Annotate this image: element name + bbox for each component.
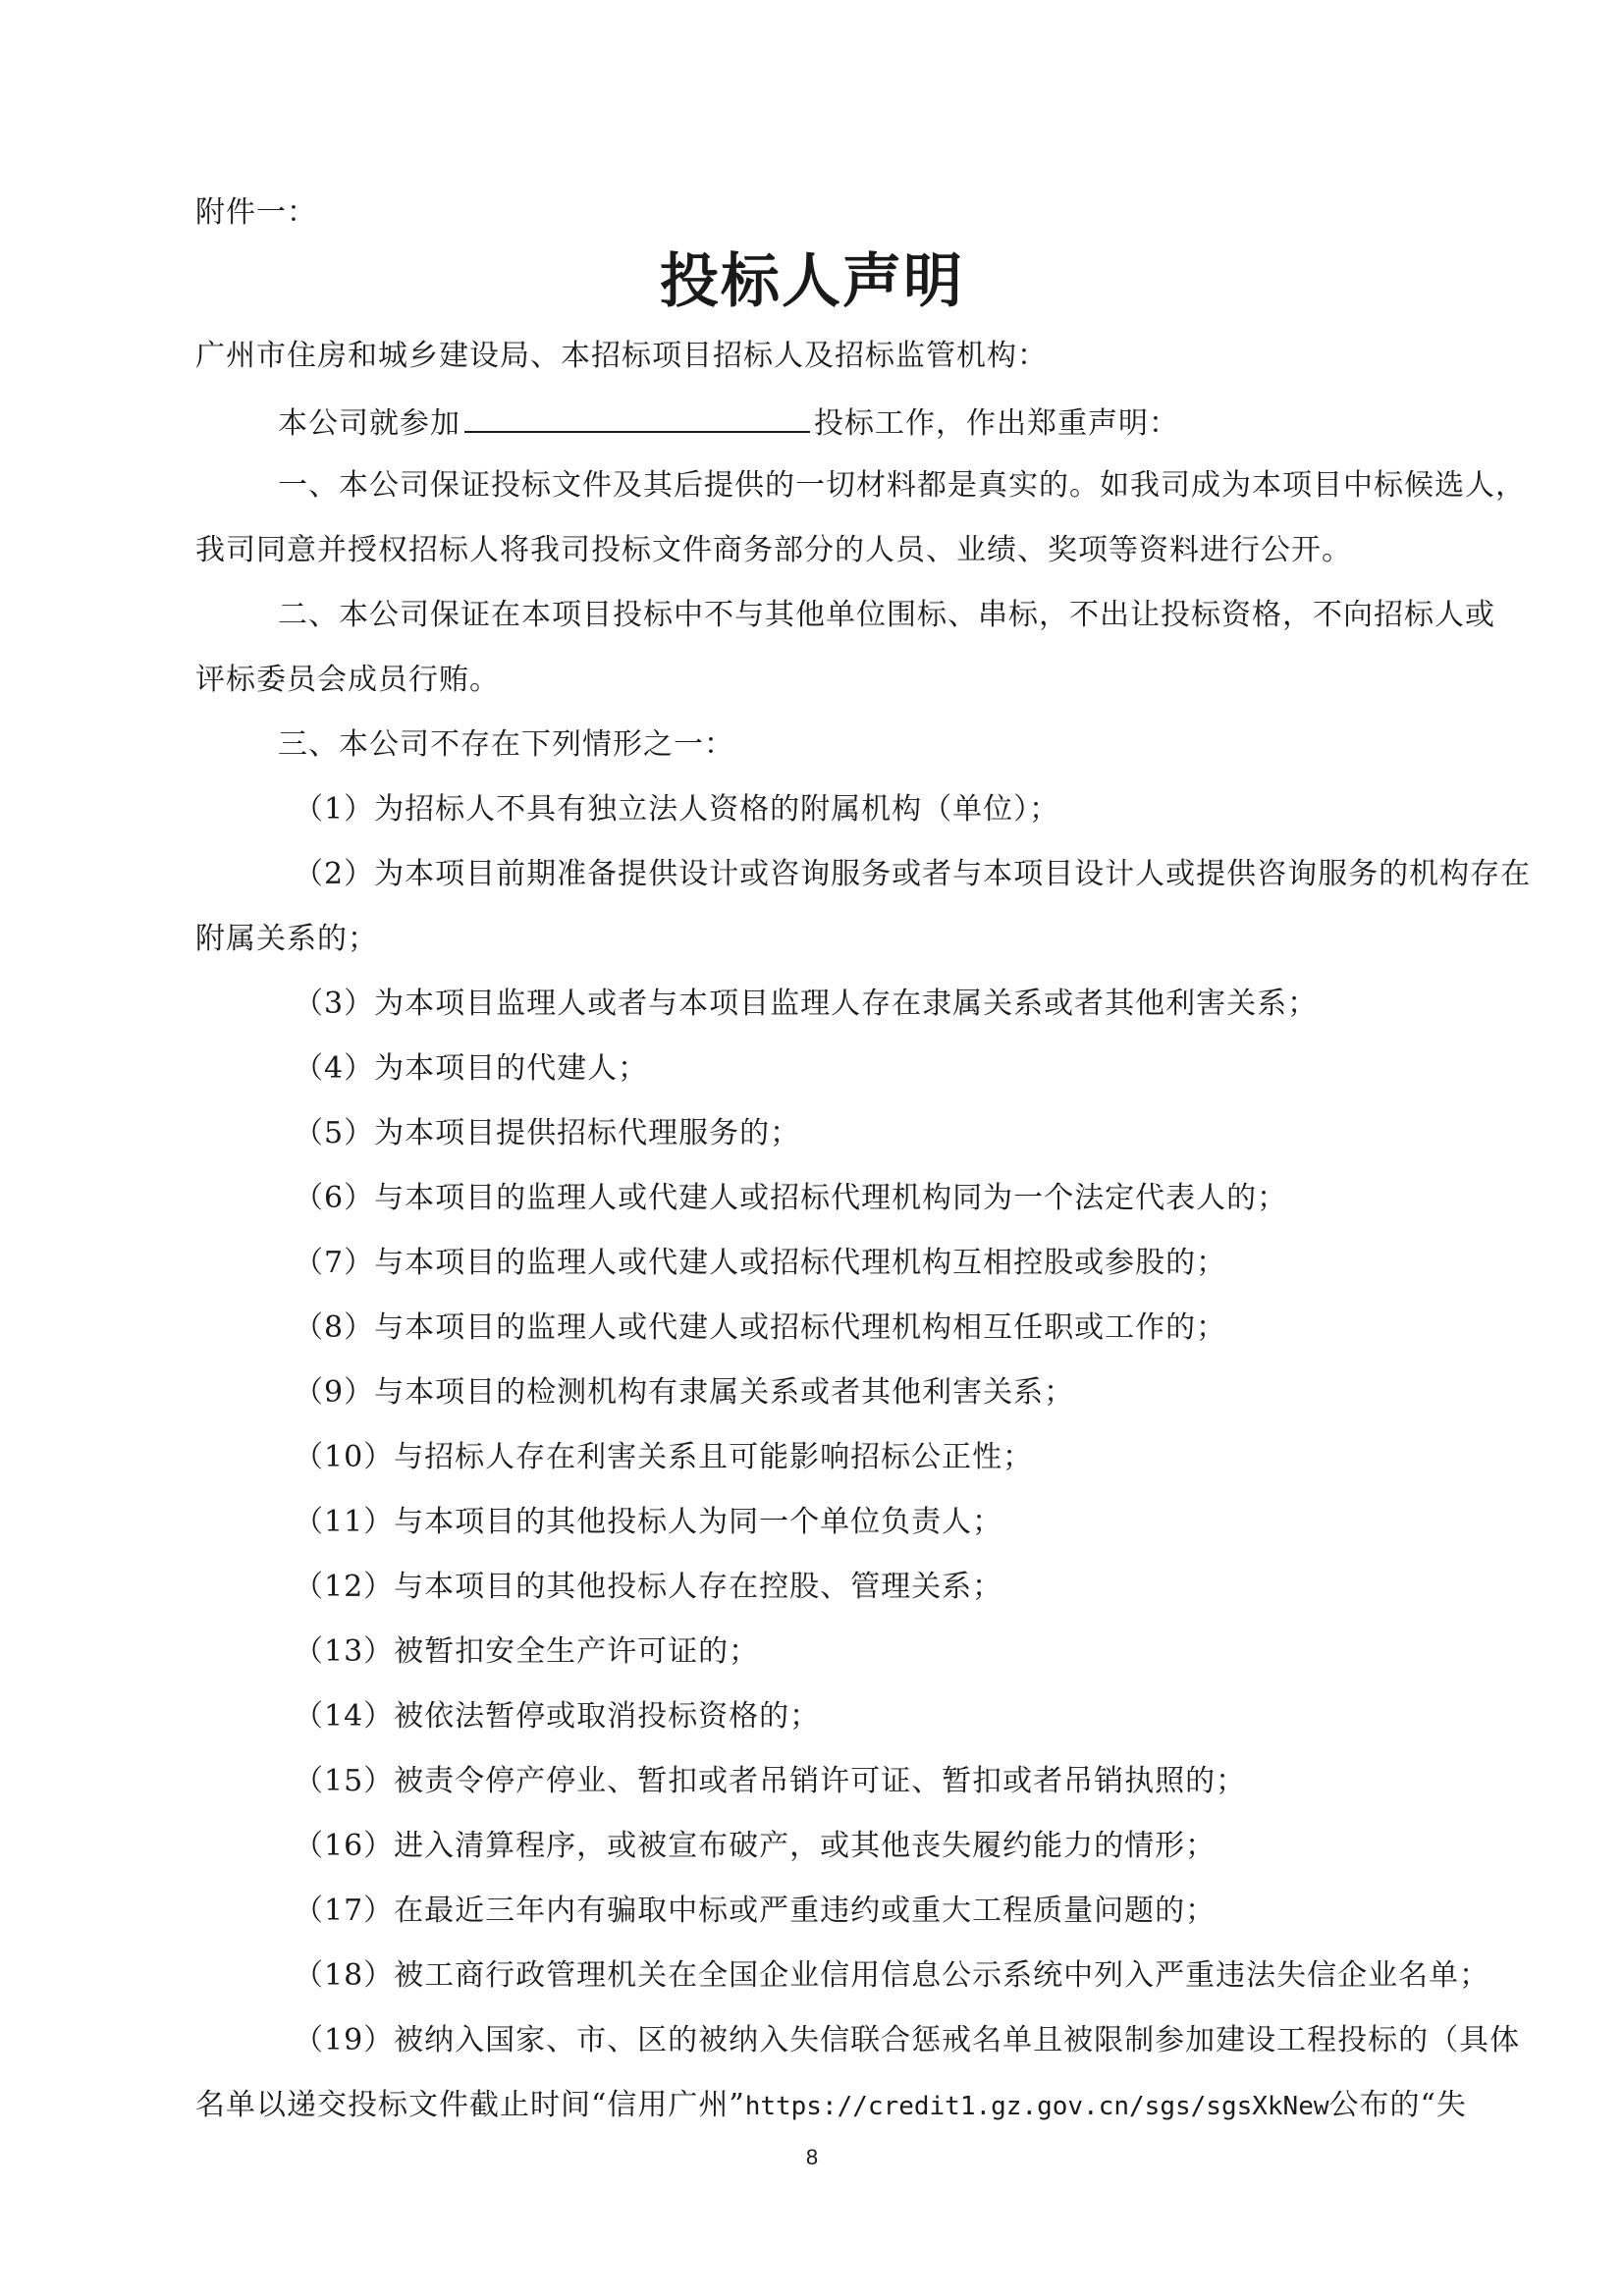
project-name-blank (464, 401, 810, 433)
list-item: （14）被依法暂停或取消投标资格的； (294, 1699, 821, 1734)
intro-prefix: 本公司就参加 (278, 406, 460, 441)
list-item: （16）进入清算程序，或被宣布破产，或其他丧失履约能力的情形； (294, 1829, 1217, 1863)
addressee: 广州市住房和城乡建设局、本招标项目招标人及招标监管机构： (195, 339, 1048, 373)
list-item: （18）被工商行政管理机关在全国企业信用信息公示系统中列入严重违法失信企业名单； (294, 1958, 1490, 1993)
list-item: （17）在最近三年内有骗取中标或严重违约或重大工程质量问题的； (294, 1894, 1217, 1928)
credit-guangzhou-url: https://credit1.gz.gov.cn/sgs/sgsXkNew (744, 2092, 1329, 2121)
list-item: （19）被纳入国家、市、区的被纳入失信联合惩戒名单且被限制参加建设工程投标的（具体 (294, 2023, 1521, 2057)
list-item: （4）为本项目的代建人； (294, 1051, 649, 1086)
list-item: （5）为本项目提供招标代理服务的； (294, 1116, 801, 1150)
list-item: （2）为本项目前期准备提供设计或咨询服务或者与本项目设计人或提供咨询服务的机构存在 (294, 857, 1532, 891)
list-item: （3）为本项目监理人或者与本项目监理人存在隶属关系或者其他利害关系； (294, 987, 1319, 1021)
paragraph-2-line-1: 二、本公司保证在本项目投标中不与其他单位围标、串标，不出让投标资格，不向招标人或 (278, 598, 1495, 632)
list-item: （9）与本项目的检测机构有隶属关系或者其他利害关系； (294, 1375, 1075, 1410)
intro-suffix: 投标工作，作出郑重声明： (814, 406, 1179, 441)
paragraph-1-line-1: 一、本公司保证投标文件及其后提供的一切材料都是真实的。如我司成为本项目中标候选人， (278, 468, 1526, 503)
paragraph-3: 三、本公司不存在下列情形之一： (278, 727, 734, 762)
document-title: 投标人声明 (660, 247, 964, 316)
list-item-continuation: 附属关系的； (195, 922, 378, 956)
page-number: 8 (805, 2145, 819, 2169)
last-line-prefix: 名单以递交投标文件截止时间“信用广州” (195, 2088, 745, 2122)
list-item-continuation (195, 2086, 1467, 2126)
attachment-label: 附件一： (195, 195, 317, 230)
list-item: （7）与本项目的监理人或代建人或招标代理机构互相控股或参股的； (294, 1246, 1227, 1280)
list-item: （10）与招标人存在利害关系且可能影响招标公正性； (294, 1440, 1034, 1474)
list-item: （11）与本项目的其他投标人为同一个单位负责人； (294, 1505, 1003, 1539)
list-item: （15）被责令停产停业、暂扣或者吊销许可证、暂扣或者吊销执照的； (294, 1764, 1247, 1798)
list-item: （6）与本项目的监理人或代建人或招标代理机构同为一个法定代表人的； (294, 1181, 1288, 1215)
intro-statement (278, 401, 1442, 444)
list-item: （1）为招标人不具有独立法人资格的附属机构（单位）； (294, 792, 1060, 827)
list-item: （12）与本项目的其他投标人存在控股、管理关系； (294, 1570, 1003, 1604)
paragraph-1-line-2: 我司同意并授权招标人将我司投标文件商务部分的人员、业绩、奖项等资料进行公开。 (195, 533, 1352, 567)
list-item: （13）被暂扣安全生产许可证的； (294, 1634, 760, 1669)
last-line-suffix: 公布的“失 (1328, 2088, 1467, 2122)
list-item: （8）与本项目的监理人或代建人或招标代理机构相互任职或工作的； (294, 1310, 1227, 1345)
paragraph-2-line-2: 评标委员会成员行贿。 (195, 663, 500, 697)
